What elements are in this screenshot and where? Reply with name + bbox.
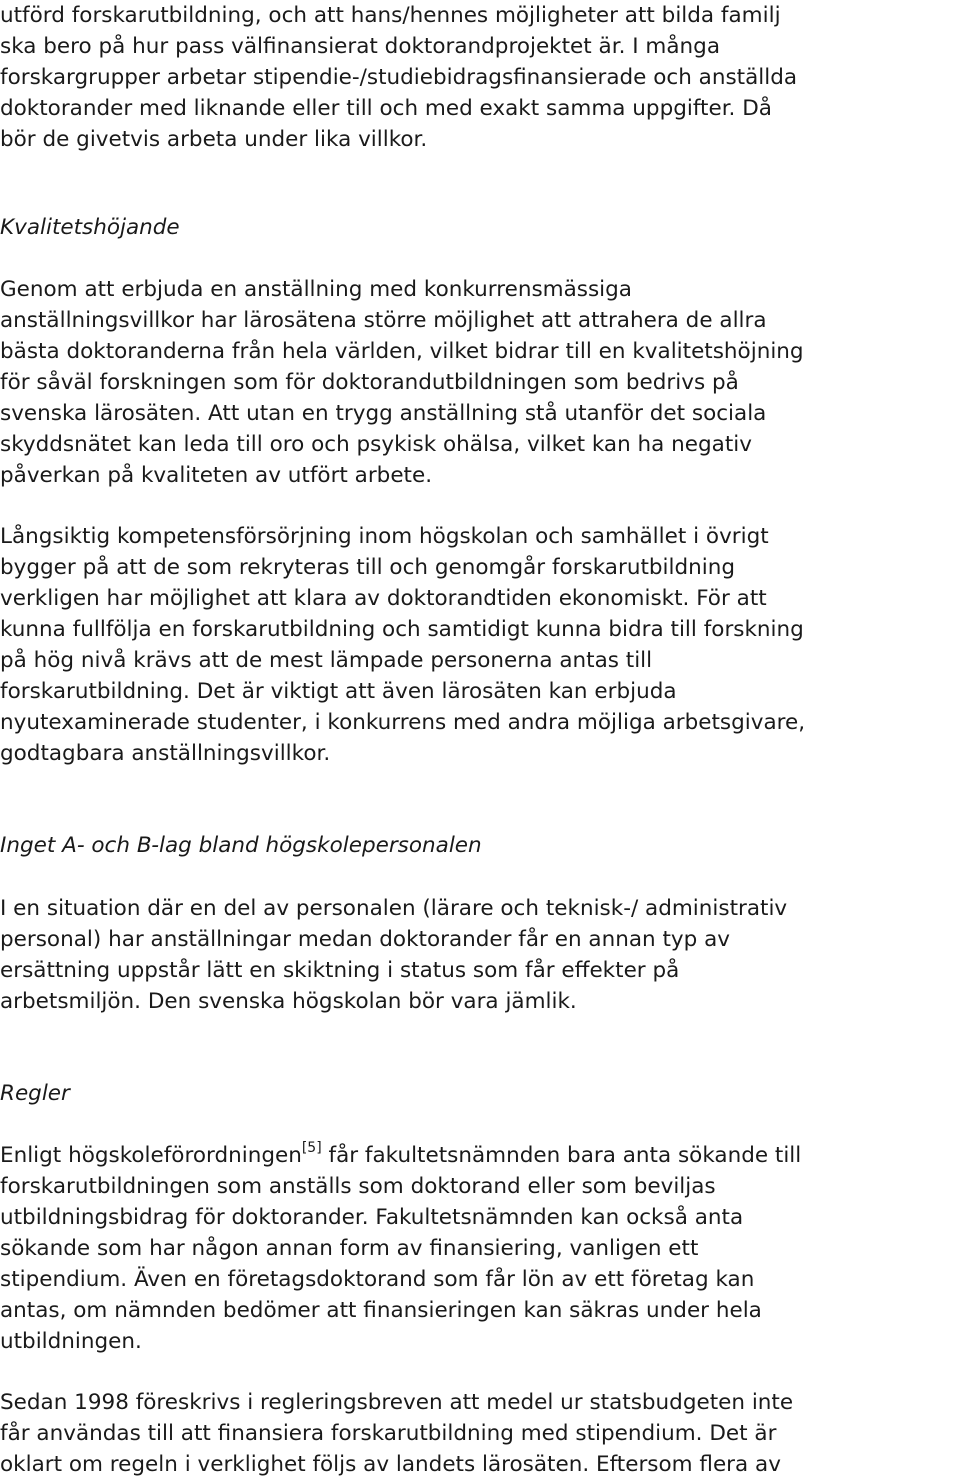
text-line: på hög nivå krävs att de mest lämpade personerna antas till <box>0 648 653 673</box>
text-line: svenska lärosäten. Att utan en trygg anställning stå utanför det sociala <box>0 401 767 426</box>
text-line: påverkan på kvaliteten av utfört arbete. <box>0 463 433 488</box>
text-line: bästa doktoranderna från hela världen, vilket bidrar till en kvalitetshöjning <box>0 339 804 364</box>
text-line: I en situation där en del av personalen (lärare och teknisk-/ administrativ <box>0 896 788 921</box>
paragraph-regler-1 <box>0 1140 958 1357</box>
text-line: forskarutbildningen som anställs som doktorand eller som beviljas <box>0 1174 716 1199</box>
text-line: godtagbara anställningsvillkor. <box>0 741 331 766</box>
section-heading-regler <box>0 1078 958 1109</box>
text-line: sökande som har någon annan form av finansiering, vanligen ett <box>0 1236 699 1261</box>
text-line: anställningsvillkor har lärosätena större möjlighet att attrahera de allra <box>0 308 767 333</box>
heading-text: Regler <box>0 1081 70 1106</box>
text-line <box>0 1140 958 1171</box>
section-heading-ab-lag <box>0 830 958 861</box>
footnote-reference[interactable]: [5] <box>301 1139 322 1156</box>
heading-text: Inget A- och B-lag bland högskolepersonalen <box>0 833 482 858</box>
text-line: Sedan 1998 föreskrivs i regleringsbreven att medel ur statsbudgeten inte <box>0 1390 794 1415</box>
text-segment: får fakultetsnämnden bara anta sökande till <box>321 1143 802 1168</box>
text-line: Långsiktig kompetensförsörjning inom högskolan och samhället i övrigt <box>0 524 769 549</box>
text-line: utbildningen. <box>0 1329 142 1354</box>
text-line: utbildningsbidrag för doktorander. Fakultetsnämnden kan också anta <box>0 1205 744 1230</box>
heading-text: Kvalitetshöjande <box>0 215 180 240</box>
text-line: bör de givetvis arbeta under lika villkor. <box>0 127 428 152</box>
text-line: utförd forskarutbildning, och att hans/hennes möjligheter att bilda familj <box>0 3 781 28</box>
text-line: forskarutbildning. Det är viktigt att även lärosäten kan erbjuda <box>0 679 677 704</box>
text-line: ska bero på hur pass välfinansierat doktorandprojektet är. I många <box>0 34 720 59</box>
text-line: för såväl forskningen som för doktorandutbildningen som bedrivs på <box>0 370 739 395</box>
text-line: ersättning uppstår lätt en skiktning i status som får effekter på <box>0 958 680 983</box>
text-line: oklart om regeln i verklighet följs av landets lärosäten. Eftersom flera av <box>0 1452 781 1477</box>
text-line: stipendium. Även en företagsdoktorand som får lön av ett företag kan <box>0 1267 755 1292</box>
text-line: verkligen har möjlighet att klara av doktorandtiden ekonomiskt. För att <box>0 586 767 611</box>
text-line: forskargrupper arbetar stipendie-/studiebidragsfinansierade och anställda <box>0 65 798 90</box>
text-line: doktorander med liknande eller till och med exakt samma uppgifter. Då <box>0 96 772 121</box>
text-line: nyutexaminerade studenter, i konkurrens med andra möjliga arbetsgivare, <box>0 710 806 735</box>
text-line: kunna fullfölja en forskarutbildning och samtidigt kunna bidra till forskning <box>0 617 804 642</box>
text-line: arbetsmiljön. Den svenska högskolan bör vara jämlik. <box>0 989 577 1014</box>
paragraph-regler-2 <box>0 1387 958 1480</box>
paragraph-kvalitet-2 <box>0 521 958 769</box>
text-line: bygger på att de som rekryteras till och genomgår forskarutbildning <box>0 555 735 580</box>
section-heading-kvalitet <box>0 212 958 243</box>
intro-paragraph <box>0 0 958 155</box>
paragraph-kvalitet-1 <box>0 274 958 491</box>
text-segment: Enligt högskoleförordningen <box>0 1143 302 1168</box>
text-line: Genom att erbjuda en anställning med konkurrensmässiga <box>0 277 632 302</box>
text-line: får användas till att finansiera forskarutbildning med stipendium. Det är <box>0 1421 777 1446</box>
text-line: antas, om nämnden bedömer att finansieringen kan säkras under hela <box>0 1298 762 1323</box>
text-line: personal) har anställningar medan doktorander får en annan typ av <box>0 927 731 952</box>
paragraph-ab-lag <box>0 893 958 1017</box>
text-line: skyddsnätet kan leda till oro och psykisk ohälsa, vilket kan ha negativ <box>0 432 752 457</box>
